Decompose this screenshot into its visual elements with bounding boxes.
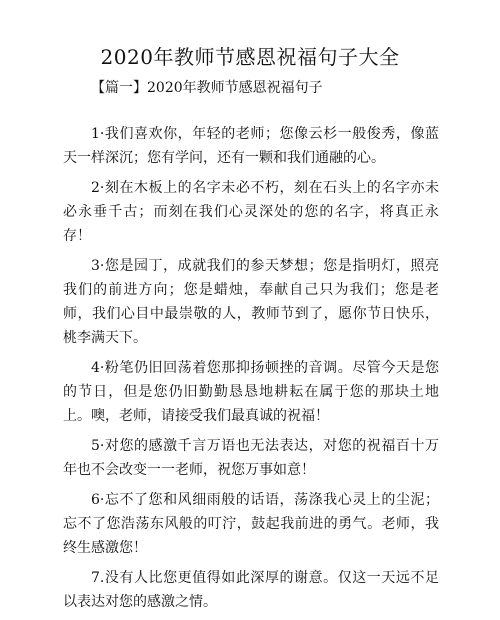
document-body <box>63 122 439 620</box>
section-heading: 【篇一】2020年教师节感恩祝福句子 <box>91 80 323 96</box>
paragraph-7: 7.没有人比您更值得如此深厚的谢意。仅这一天远不足以表达对您的感激之情。 <box>63 570 439 610</box>
paragraph-5: 5·对您的感激千言万语也无法表达，对您的祝福百十万年也不会改变一一老师，祝您万事如意！ <box>63 438 439 478</box>
paragraph-4: 4·粉笔仍旧回荡着您那抑扬顿挫的音调。尽管今天是您的节日，但是您仍旧勤勤恳恳地耕耘在属于您的那块土地上。噢，老师，请接受我们最真诚的祝福！ <box>63 360 439 424</box>
paragraph-3: 3·您是园丁，成就我们的参天梦想；您是指明灯，照亮我们的前进方向；您是蜡烛，奉献自己只为我们；您是老师，我们心目中最崇敬的人，教师节到了，愿你节日快乐，桃李满天下。 <box>63 258 439 346</box>
document-title: 2020年教师节感恩祝福句子大全 <box>100 45 400 69</box>
paragraph-1: 1·我们喜欢你，年轻的老师；您像云杉一般俊秀，像蓝天一样深沉；您有学问，还有一颗和我们通融的心。 <box>63 126 439 166</box>
paragraph-2: 2·刻在木板上的名字未必不朽，刻在石头上的名字亦未必永垂千古；而刻在我们心灵深处的您的名字，将真正永存！ <box>63 180 439 244</box>
paragraph-6: 6·忘不了您和风细雨般的话语，荡涤我心灵上的尘泥；忘不了您浩荡东风般的叮泞，鼓起我前进的勇气。老师，我终生感激您！ <box>63 492 439 556</box>
